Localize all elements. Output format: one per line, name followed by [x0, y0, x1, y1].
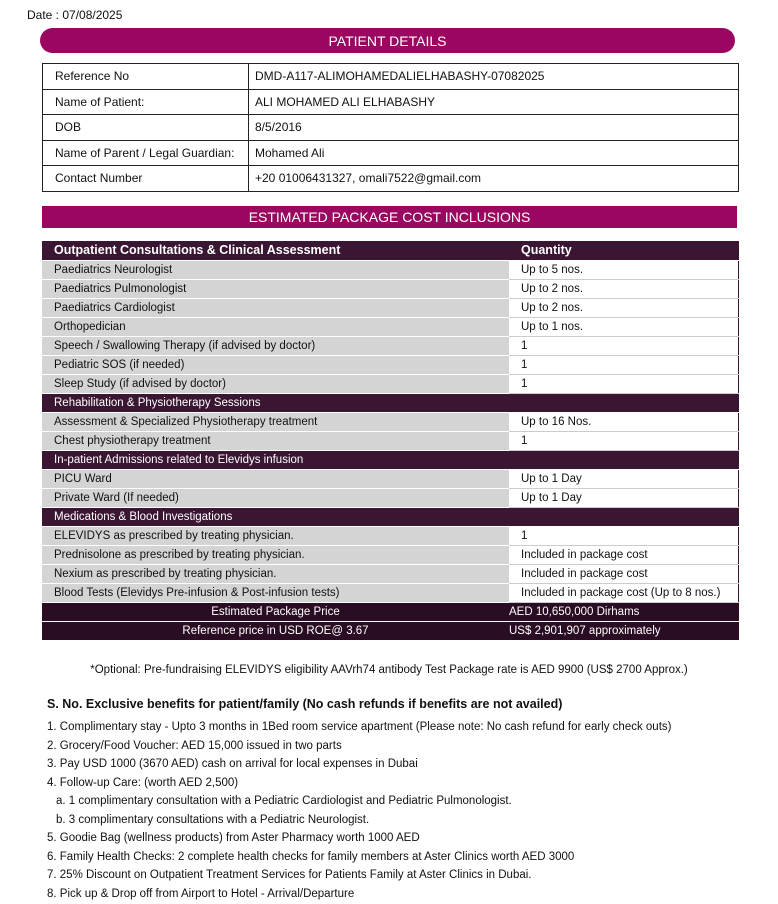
- estimate-item-row: [42, 564, 739, 583]
- benefit-item: 7. 25% Discount on Outpatient Treatment Services for Patients Family at Aster Clinics in Dubai.: [47, 867, 671, 886]
- estimate-quantity: Up to 16 Nos.: [509, 412, 739, 431]
- estimate-quantity: [509, 450, 739, 469]
- estimate-service: Blood Tests (Elevidys Pre-infusion & Post-infusion tests): [42, 583, 509, 602]
- estimate-quantity: Up to 2 nos.: [509, 279, 739, 298]
- estimate-service: Pediatric SOS (if needed): [42, 355, 509, 374]
- patient-detail-row: [43, 115, 739, 141]
- document-date: Date : 07/08/2025: [27, 8, 122, 22]
- estimate-item-row: [42, 317, 739, 336]
- estimate-service: Prednisolone as prescribed by treating physician.: [42, 545, 509, 564]
- patient-detail-value: ALI MOHAMED ALI ELHABASHY: [249, 89, 739, 115]
- estimate-service: Chest physiotherapy treatment: [42, 431, 509, 450]
- benefit-subitem: b. 3 complimentary consultations with a Pediatric Neurologist.: [47, 812, 671, 831]
- estimate-banner: ESTIMATED PACKAGE COST INCLUSIONS: [42, 206, 737, 228]
- estimate-header-row: [42, 241, 739, 260]
- benefit-item: 6. Family Health Checks: 2 complete health checks for family members at Aster Clinics worth AED 3000: [47, 849, 671, 868]
- estimate-service: Orthopedician: [42, 317, 509, 336]
- patient-detail-value: DMD-A117-ALIMOHAMEDALIELHABASHY-07082025: [249, 64, 739, 90]
- benefit-subitem: a. 1 complimentary consultation with a Pediatric Cardiologist and Pediatric Pulmonologist.: [47, 793, 671, 812]
- estimate-quantity: [509, 507, 739, 526]
- estimate-service: Speech / Swallowing Therapy (if advised by doctor): [42, 336, 509, 355]
- estimate-item-row: [42, 279, 739, 298]
- patient-details-banner: PATIENT DETAILS: [40, 28, 735, 53]
- estimate-quantity: Up to 1 Day: [509, 469, 739, 488]
- estimate-quantity: Up to 5 nos.: [509, 260, 739, 279]
- estimate-item-row: [42, 526, 739, 545]
- estimate-item-row: [42, 336, 739, 355]
- benefit-item: 3. Pay USD 1000 (3670 AED) cash on arrival for local expenses in Dubai: [47, 756, 671, 775]
- patient-detail-row: [43, 89, 739, 115]
- estimate-service: Reference price in USD ROE@ 3.67: [42, 621, 509, 640]
- estimate-item-row: [42, 488, 739, 507]
- estimate-quantity: Included in package cost (Up to 8 nos.): [509, 583, 739, 602]
- benefits-heading: S. No. Exclusive benefits for patient/family (No cash refunds if benefits are not availed): [47, 697, 562, 711]
- estimate-section-row: [42, 393, 739, 412]
- patient-details-table: [42, 63, 739, 192]
- patient-detail-row: [43, 64, 739, 90]
- estimate-quantity: Up to 1 Day: [509, 488, 739, 507]
- estimate-service: In-patient Admissions related to Elevidys infusion: [42, 450, 509, 469]
- estimate-item-row: [42, 355, 739, 374]
- estimate-quantity: US$ 2,901,907 approximately: [509, 621, 739, 640]
- estimate-price-row: [42, 621, 739, 640]
- estimate-table: [42, 241, 739, 641]
- estimate-header-quantity: Quantity: [509, 241, 739, 260]
- estimate-section-row: [42, 450, 739, 469]
- estimate-service: ELEVIDYS as prescribed by treating physician.: [42, 526, 509, 545]
- estimate-service: Paediatrics Neurologist: [42, 260, 509, 279]
- estimate-service: Rehabilitation & Physiotherapy Sessions: [42, 393, 509, 412]
- patient-detail-label: Name of Parent / Legal Guardian:: [43, 140, 249, 166]
- patient-detail-label: Contact Number: [43, 166, 249, 192]
- estimate-item-row: [42, 545, 739, 564]
- estimate-section-row: [42, 507, 739, 526]
- estimate-item-row: [42, 374, 739, 393]
- estimate-service: Private Ward (If needed): [42, 488, 509, 507]
- estimate-quantity: Included in package cost: [509, 545, 739, 564]
- estimate-service: Paediatrics Pulmonologist: [42, 279, 509, 298]
- estimate-item-row: [42, 260, 739, 279]
- estimate-header-service: Outpatient Consultations & Clinical Assessment: [42, 241, 509, 260]
- patient-detail-row: [43, 166, 739, 192]
- estimate-quantity: 1: [509, 374, 739, 393]
- estimate-price-row: [42, 602, 739, 621]
- estimate-service: Sleep Study (if advised by doctor): [42, 374, 509, 393]
- estimate-service: Paediatrics Cardiologist: [42, 298, 509, 317]
- estimate-quantity: 1: [509, 431, 739, 450]
- estimate-quantity: 1: [509, 526, 739, 545]
- estimate-service: Medications & Blood Investigations: [42, 507, 509, 526]
- estimate-service: Estimated Package Price: [42, 602, 509, 621]
- estimate-service: Assessment & Specialized Physiotherapy treatment: [42, 412, 509, 431]
- optional-note: *Optional: Pre-fundraising ELEVIDYS eligibility AAVrh74 antibody Test Package rate is AED 9900 (US$ 2700 Approx.): [0, 664, 778, 676]
- patient-detail-value: Mohamed Ali: [249, 140, 739, 166]
- patient-detail-value: 8/5/2016: [249, 115, 739, 141]
- estimate-service: Nexium as prescribed by treating physician.: [42, 564, 509, 583]
- patient-detail-label: Reference No: [43, 64, 249, 90]
- patient-detail-label: DOB: [43, 115, 249, 141]
- patient-detail-label: Name of Patient:: [43, 89, 249, 115]
- estimate-quantity: Up to 1 nos.: [509, 317, 739, 336]
- estimate-quantity: [509, 393, 739, 412]
- estimate-item-row: [42, 431, 739, 450]
- estimate-item-row: [42, 298, 739, 317]
- estimate-quantity: 1: [509, 355, 739, 374]
- estimate-item-row: [42, 583, 739, 602]
- benefit-item: 1. Complimentary stay - Upto 3 months in 1Bed room service apartment (Please note: No cash refund for early check outs): [47, 719, 671, 738]
- estimate-service: PICU Ward: [42, 469, 509, 488]
- patient-detail-row: [43, 140, 739, 166]
- estimate-quantity: Included in package cost: [509, 564, 739, 583]
- benefit-item: 4. Follow-up Care: (worth AED 2,500): [47, 775, 671, 794]
- patient-detail-value: +20 01006431327, omali7522@gmail.com: [249, 166, 739, 192]
- benefit-item: 2. Grocery/Food Voucher: AED 15,000 issued in two parts: [47, 738, 671, 757]
- estimate-quantity: Up to 2 nos.: [509, 298, 739, 317]
- benefits-list: [47, 719, 671, 904]
- benefit-item: 5. Goodie Bag (wellness products) from Aster Pharmacy worth 1000 AED: [47, 830, 671, 849]
- estimate-quantity: 1: [509, 336, 739, 355]
- estimate-item-row: [42, 412, 739, 431]
- estimate-item-row: [42, 469, 739, 488]
- benefit-item: 8. Pick up & Drop off from Airport to Hotel - Arrival/Departure: [47, 886, 671, 904]
- estimate-quantity: AED 10,650,000 Dirhams: [509, 602, 739, 621]
